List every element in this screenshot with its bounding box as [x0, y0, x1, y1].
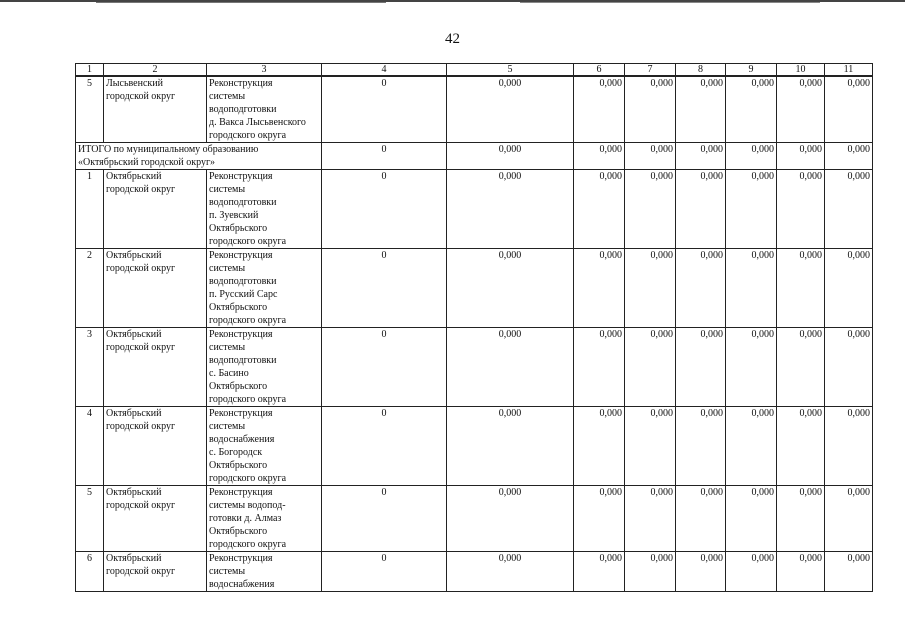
row-number: 2 [76, 249, 104, 328]
table-row [76, 170, 873, 249]
value-cell: 0,000 [825, 170, 873, 249]
col4-cell: 0 [322, 552, 447, 592]
value-cell: 0,000 [676, 328, 726, 407]
value-cell: 0,000 [726, 170, 777, 249]
value-cell: 0,000 [574, 76, 625, 143]
value-cell: 0,000 [726, 328, 777, 407]
value-cell: 0,000 [825, 143, 873, 170]
value-cell: 0,000 [574, 170, 625, 249]
value-cell: 0,000 [777, 249, 825, 328]
value-cell: 0,000 [726, 143, 777, 170]
district-cell: Октябрьский городской округ [104, 328, 207, 407]
value-cell: 0,000 [447, 486, 574, 552]
column-header: 3 [207, 64, 322, 77]
column-header: 4 [322, 64, 447, 77]
column-header: 2 [104, 64, 207, 77]
value-cell: 0,000 [447, 407, 574, 486]
value-cell: 0,000 [825, 407, 873, 486]
district-cell: Октябрьский городской округ [104, 486, 207, 552]
value-cell: 0,000 [676, 486, 726, 552]
value-cell: 0,000 [447, 552, 574, 592]
value-cell: 0,000 [825, 486, 873, 552]
project-cell: Реконструкция системы водоподготовки д. Вакса Лысьвенского городского округа [207, 76, 322, 143]
value-cell: 0,000 [447, 143, 574, 170]
value-cell: 0,000 [625, 328, 676, 407]
value-cell: 0,000 [625, 76, 676, 143]
value-cell: 0,000 [726, 552, 777, 592]
value-cell: 0,000 [825, 328, 873, 407]
column-header: 9 [726, 64, 777, 77]
column-header: 1 [76, 64, 104, 77]
column-header: 7 [625, 64, 676, 77]
row-number: 1 [76, 170, 104, 249]
value-cell: 0,000 [447, 170, 574, 249]
value-cell: 0,000 [625, 249, 676, 328]
value-cell: 0,000 [625, 552, 676, 592]
district-cell: Октябрьский городской округ [104, 249, 207, 328]
project-cell: Реконструкция системы водоснабжения с. Богородск Октябрьского городского округа [207, 407, 322, 486]
value-cell: 0,000 [574, 552, 625, 592]
col4-cell: 0 [322, 249, 447, 328]
value-cell: 0,000 [676, 76, 726, 143]
value-cell: 0,000 [447, 249, 574, 328]
value-cell: 0,000 [574, 328, 625, 407]
row-number: 3 [76, 328, 104, 407]
value-cell: 0,000 [777, 76, 825, 143]
value-cell: 0,000 [676, 170, 726, 249]
value-cell: 0,000 [574, 143, 625, 170]
col4-cell: 0 [322, 143, 447, 170]
district-cell: Октябрьский городской округ [104, 552, 207, 592]
column-header: 10 [777, 64, 825, 77]
value-cell: 0,000 [574, 407, 625, 486]
table-row [76, 486, 873, 552]
table-row [76, 249, 873, 328]
value-cell: 0,000 [726, 76, 777, 143]
col4-cell: 0 [322, 76, 447, 143]
row-number: 5 [76, 76, 104, 143]
column-header: 6 [574, 64, 625, 77]
project-cell: Реконструкция системы водоснабжения [207, 552, 322, 592]
col4-cell: 0 [322, 328, 447, 407]
value-cell: 0,000 [777, 328, 825, 407]
district-cell: Лысьвенский городской округ [104, 76, 207, 143]
value-cell: 0,000 [726, 407, 777, 486]
project-cell: Реконструкция системы водоподготовки п. Русский Сарс Октябрьского городского округа [207, 249, 322, 328]
col4-cell: 0 [322, 486, 447, 552]
column-number-row [76, 64, 873, 77]
value-cell: 0,000 [777, 143, 825, 170]
value-cell: 0,000 [447, 328, 574, 407]
table-row [76, 328, 873, 407]
project-cell: Реконструкция системы водопод- готовки д. Алмаз Октябрьского городского округа [207, 486, 322, 552]
value-cell: 0,000 [777, 407, 825, 486]
value-cell: 0,000 [625, 143, 676, 170]
value-cell: 0,000 [777, 170, 825, 249]
value-cell: 0,000 [825, 76, 873, 143]
district-cell: Октябрьский городской округ [104, 170, 207, 249]
col4-cell: 0 [322, 170, 447, 249]
value-cell: 0,000 [825, 249, 873, 328]
value-cell: 0,000 [625, 170, 676, 249]
column-header: 11 [825, 64, 873, 77]
value-cell: 0,000 [447, 76, 574, 143]
data-table [75, 63, 873, 592]
row-number: 4 [76, 407, 104, 486]
value-cell: 0,000 [777, 486, 825, 552]
table-body [76, 64, 873, 592]
col4-cell: 0 [322, 407, 447, 486]
value-cell: 0,000 [676, 249, 726, 328]
value-cell: 0,000 [676, 407, 726, 486]
value-cell: 0,000 [625, 486, 676, 552]
page-number: 42 [445, 31, 460, 47]
value-cell: 0,000 [825, 552, 873, 592]
value-cell: 0,000 [574, 486, 625, 552]
scan-edge-line [96, 2, 386, 3]
project-cell: Реконструкция системы водоподготовки п. Зуевский Октябрьского городского округа [207, 170, 322, 249]
table-row [76, 552, 873, 592]
total-label: ИТОГО по муниципальному образованию «Октябрьский городской округ» [76, 143, 322, 170]
table-row [76, 76, 873, 143]
row-number: 6 [76, 552, 104, 592]
scan-edge-line [520, 2, 820, 3]
table-row [76, 407, 873, 486]
total-row [76, 143, 873, 170]
value-cell: 0,000 [676, 552, 726, 592]
value-cell: 0,000 [777, 552, 825, 592]
value-cell: 0,000 [726, 249, 777, 328]
column-header: 8 [676, 64, 726, 77]
value-cell: 0,000 [676, 143, 726, 170]
value-cell: 0,000 [726, 486, 777, 552]
value-cell: 0,000 [574, 249, 625, 328]
district-cell: Октябрьский городской округ [104, 407, 207, 486]
row-number: 5 [76, 486, 104, 552]
column-header: 5 [447, 64, 574, 77]
value-cell: 0,000 [625, 407, 676, 486]
project-cell: Реконструкция системы водоподготовки с. Басино Октябрьского городского округа [207, 328, 322, 407]
